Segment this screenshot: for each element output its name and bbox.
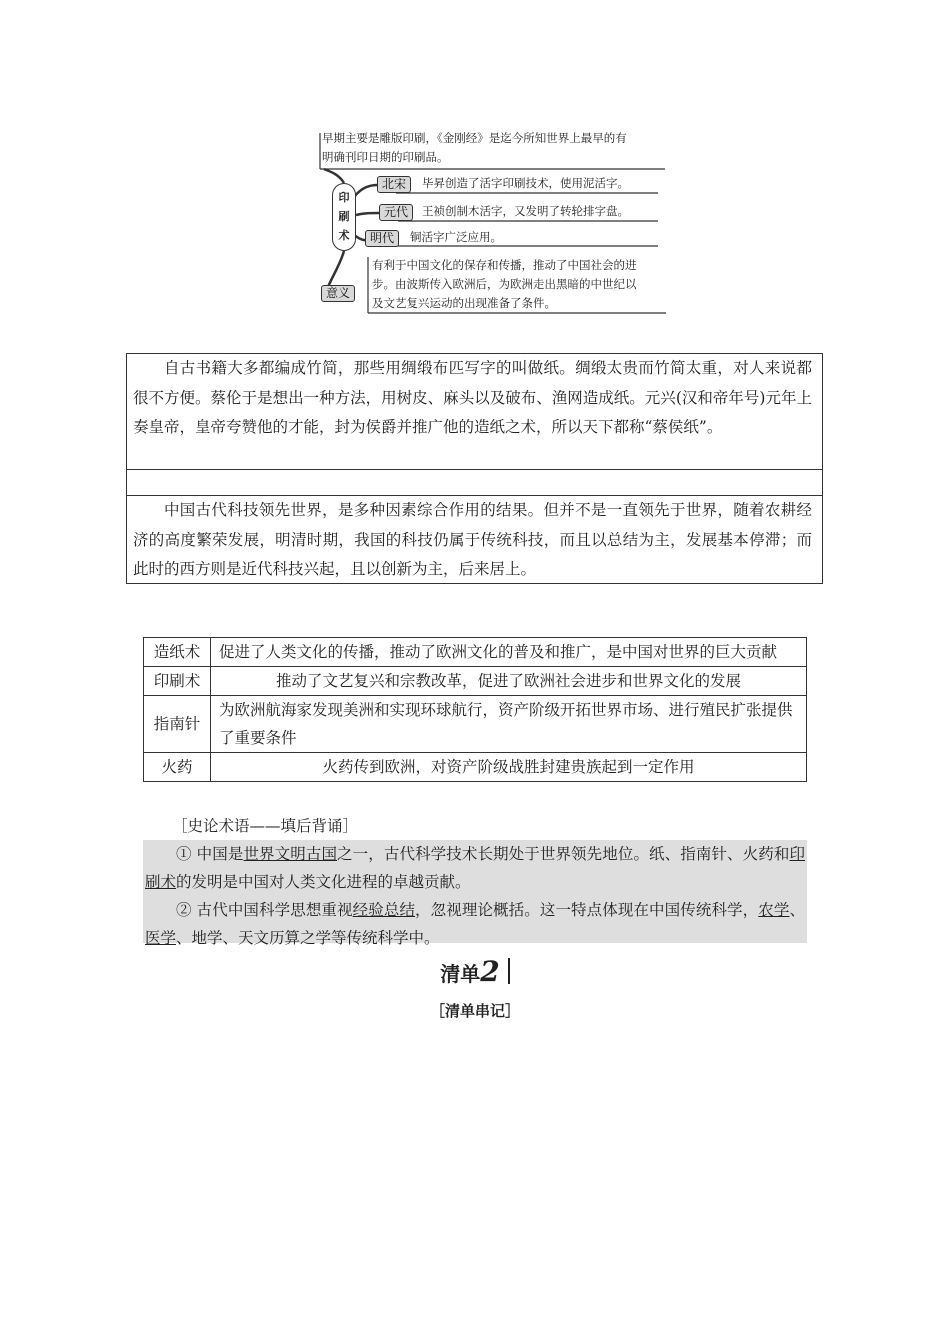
mindmap-branch-text: 铜活字广泛应用。 bbox=[410, 230, 502, 244]
section-title-text: 清单 bbox=[440, 962, 481, 986]
mindmap-center-char: 术 bbox=[338, 229, 350, 242]
section-title bbox=[0, 955, 950, 988]
mindmap-tag-ming: 明代 bbox=[365, 230, 399, 247]
terms-summary-box bbox=[143, 840, 807, 947]
invention-name: 指南针 bbox=[144, 696, 211, 753]
passage-paragraph: 中国古代科技领先世界，是多种因素综合作用的结果。但并不是一直领先于世界，随着农耕经济的高度繁荣发展，明清时期，我国的科技仍属于传统科技，而且以总结为主，发展基本停滞；而此时的西方则是近代科技兴起，且以创新为主，后来居上。 bbox=[133, 501, 812, 578]
table-row bbox=[144, 667, 807, 696]
title-divider bbox=[508, 958, 510, 984]
mindmap-branch-text: 王祯创制木活字，又发明了转轮排字盘。 bbox=[422, 204, 629, 218]
mindmap-tag-yuan: 元代 bbox=[379, 204, 413, 221]
invention-impact: 为欧洲航海家发现美洲和实现环球航行，资产阶级开拓世界市场、进行殖民扩张提供了重要条件 bbox=[211, 696, 807, 753]
section-number: 2 bbox=[480, 955, 500, 988]
invention-name: 印刷术 bbox=[144, 667, 211, 696]
invention-name: 造纸术 bbox=[144, 638, 211, 667]
mindmap-tag-meaning: 意义 bbox=[321, 285, 355, 302]
text-span: 之一，古代科学技术长期处于世界领先地位。纸、指南针、火药和 bbox=[337, 845, 790, 863]
mindmap-meaning-line1: 有利于中国文化的保存和传播，推动了中国社会的进 bbox=[372, 258, 637, 272]
terms-heading: ［史论术语——填后背诵］ bbox=[172, 817, 359, 835]
table-row bbox=[144, 753, 807, 782]
passage-row-1 bbox=[127, 354, 822, 470]
invention-impact: 火药传到欧洲，对资产阶级战胜封建贵族起到一定作用 bbox=[211, 753, 807, 782]
terms-item-1 bbox=[143, 840, 807, 896]
fill-blank-answer: 印刷术 bbox=[145, 845, 805, 891]
fill-blank-answer: 世界文明古国 bbox=[243, 845, 338, 863]
fill-blank-answer: 医学 bbox=[145, 929, 177, 947]
text-span: 、 bbox=[789, 901, 805, 919]
invention-name: 火药 bbox=[144, 753, 211, 782]
invention-impact: 推动了文艺复兴和宗教改革，促进了欧洲社会进步和世界文化的发展 bbox=[211, 667, 807, 696]
mindmap-center bbox=[332, 183, 356, 251]
text-span: ② 古代中国科学思想重视 bbox=[176, 901, 353, 919]
table-row bbox=[144, 696, 807, 753]
mindmap-printing bbox=[310, 125, 670, 320]
mindmap-center-char: 印 bbox=[338, 191, 350, 204]
text-span: 的发明是中国对人类文化进程的卓越贡献。 bbox=[176, 873, 471, 891]
text-span: 、地学、天文历算之学等传统科学中。 bbox=[176, 929, 440, 947]
fill-blank-answer: 农学 bbox=[758, 901, 790, 919]
mindmap-tag-northern-song: 北宋 bbox=[377, 176, 411, 193]
mindmap-meaning-line2: 步。由波斯传入欧洲后，为欧洲走出黑暗的中世纪以 bbox=[372, 277, 637, 291]
invention-impact: 促进了人类文化的传播，推动了欧洲文化的普及和推广，是中国对世界的巨大贡献 bbox=[211, 638, 807, 667]
passage-row-2 bbox=[127, 470, 822, 496]
table-row bbox=[144, 638, 807, 667]
text-span: ，忽视理论概括。这一特点体现在中国传统科学， bbox=[415, 901, 759, 919]
passage-paragraph: 自古书籍大多都编成竹简，那些用绸缎布匹写字的叫做纸。绸缎太贵而竹简太重，对人来说都很不方便。蔡伦于是想出一种方法，用树皮、麻头以及破布、渔网造成纸。元兴(汉和帝年号)元年上奏皇帝，皇帝夸赞他的才能，封为侯爵并推广他的造纸之术，所以天下都称“蔡侯纸”。 bbox=[133, 359, 812, 436]
passage-row-3 bbox=[127, 496, 822, 583]
mindmap-meaning-line3: 及文艺复兴运动的出现准备了条件。 bbox=[372, 296, 556, 310]
text-span: ① 中国是 bbox=[176, 845, 244, 863]
terms-item-2 bbox=[143, 896, 807, 952]
fill-blank-answer: 经验总结 bbox=[352, 901, 416, 919]
reading-passage-box bbox=[126, 353, 823, 584]
mindmap-center-char: 刷 bbox=[338, 210, 350, 223]
mindmap-branch-text: 毕昇创造了活字印刷技术，使用泥活字。 bbox=[422, 176, 629, 190]
mindmap-top-line2: 明确刊印日期的印刷品。 bbox=[322, 150, 449, 164]
section-subtitle: ［清单串记］ bbox=[429, 1002, 520, 1020]
inventions-impact-table bbox=[143, 637, 807, 782]
mindmap-top-line1: 早期主要是雕版印刷，《金刚经》是迄今所知世界上最早的有 bbox=[322, 131, 627, 145]
